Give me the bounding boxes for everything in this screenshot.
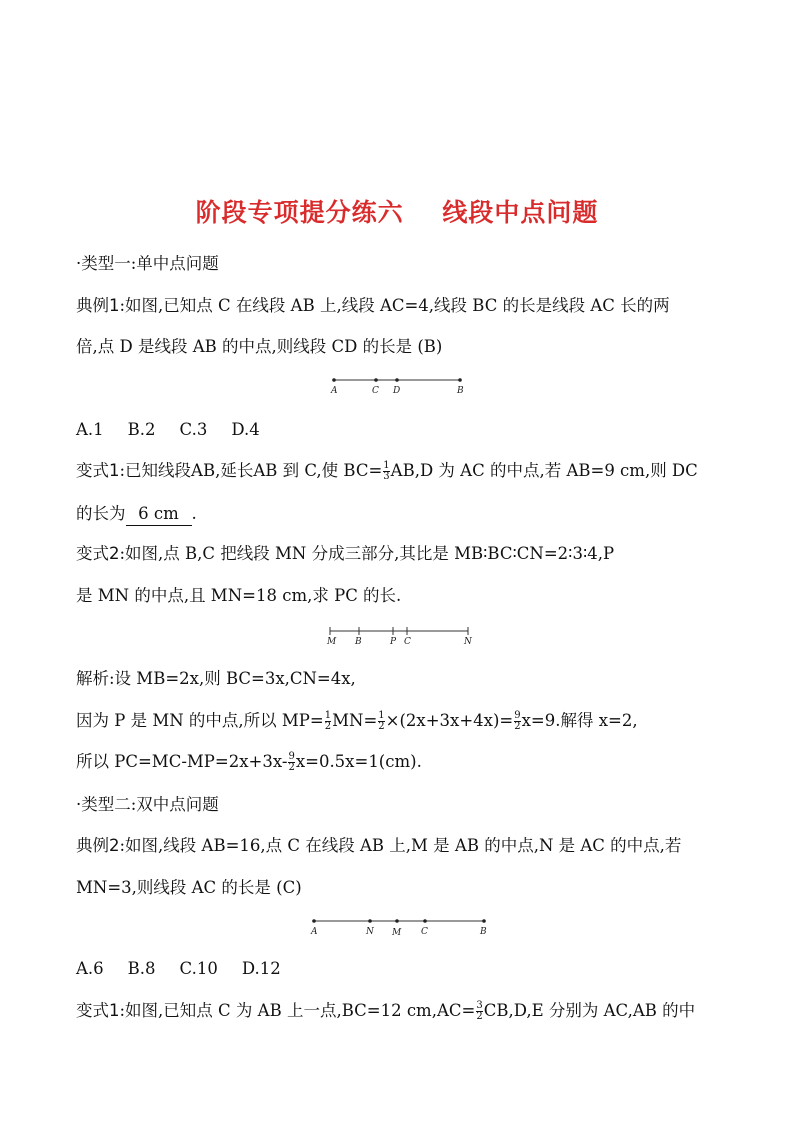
point-b [482,919,486,923]
fig3-label-n: N [366,927,374,937]
fraction-one-half: $\frac{1}{2}$ [324,710,332,732]
solution-3-text-b: x=0.5x=1(cm). [295,752,422,771]
variant-3-text-b: CB,D,E 分别为 AC,AB 的中 [483,1001,696,1020]
fraction-one-third: $\frac{1}{3}$ [383,460,390,482]
example-2-line-2: MN=3,则线段 AC 的长是 (C) [76,878,302,897]
example-2-options [76,958,281,980]
variant-3-tag: 变式1 [76,1001,120,1020]
fig2-label-n: N [464,637,472,647]
fig3-label-a: A [311,927,318,937]
variant-1-line-1 [76,460,698,482]
variant-2-tag: 变式2 [76,544,120,563]
example-1-tag: 典例1 [76,296,120,315]
solution-line-1: 解析:设 MB=2x,则 BC=3x,CN=4x, [76,669,356,688]
fraction-nine-half: $\frac{9}{2}$ [514,710,521,732]
fraction-nine-half-2: $\frac{9}{2}$ [288,751,295,773]
solution-2-text-c: ×(2x+3x+4x)= [385,711,514,730]
variant-1-line-2 [76,503,197,526]
solution-line-3 [76,751,422,773]
fig1-label-b: B [457,386,464,396]
figure-3-segment [300,915,500,939]
example-1-line-1 [76,295,670,317]
point-a [332,378,336,382]
figure-2-segment [320,625,480,649]
variant-1-tag: 变式1 [76,461,120,480]
figure-1-segment [320,374,480,398]
fig2-label-c: C [404,637,411,647]
fig3-label-c: C [421,927,428,937]
point-b [458,378,462,382]
section-heading-1: ·类型一:单中点问题 [76,254,219,273]
point-n [368,919,372,923]
section-heading-2: ·类型二:双中点问题 [76,795,219,814]
solution-line-2 [76,710,638,732]
example-2-line-1 [76,835,681,857]
fig2-label-b: B [355,637,362,647]
fig2-label-p: P [390,637,397,647]
variant-2-text-1: :如图,点 B,C 把线段 MN 分成三部分,其比是 MB∶BC∶CN=2∶3∶4,P [119,544,615,563]
solution-2-text-a: 因为 P 是 MN 的中点,所以 MP= [76,711,324,730]
example-1-text-1: :如图,已知点 C 在线段 AB 上,线段 AC=4,线段 BC 的长是线段 AC 长的两 [119,296,670,315]
option-a: A.1 [76,420,104,439]
variant-1-period: . [191,504,197,523]
solution-2-text-b: MN= [332,711,378,730]
option-b: B.8 [127,959,156,978]
example-2-text-1: :如图,线段 AB=16,点 C 在线段 AB 上,M 是 AB 的中点,N 是 AC 的中点,若 [119,836,682,855]
variant-1-text-a: :已知线段AB,延长AB 到 C,使 BC= [119,461,383,480]
option-b: B.2 [127,420,156,439]
example-2-tag: 典例2 [76,836,120,855]
fraction-one-half-2: $\frac{1}{2}$ [378,710,385,732]
example-1-options [76,419,260,441]
variant-2-line-2: 是 MN 的中点,且 MN=18 cm,求 PC 的长. [76,586,402,605]
fig1-label-d: D [393,386,401,396]
point-c [423,919,427,923]
point-m [395,919,399,923]
fig3-label-b: B [480,927,487,937]
solution-2-text-d: x=9.解得 x=2, [521,711,638,730]
example-1-line-2: 倍,点 D 是线段 AB 的中点,则线段 CD 的长是 (B) [76,337,443,356]
fraction-three-half: $\frac{3}{2}$ [476,1000,483,1022]
point-a [312,919,316,923]
variant-3-line-1 [76,1000,695,1022]
fig3-label-m: M [392,928,402,938]
option-d: D.4 [231,420,260,439]
point-d [395,378,399,382]
fig2-label-m: M [327,637,337,647]
variant-3-text-a: :如图,已知点 C 为 AB 上一点,BC=12 cm,AC= [119,1001,476,1020]
variant-2-line-1 [76,543,614,565]
answer-blank: 6 cm [126,503,192,526]
page-title: 阶段专项提分练六 线段中点问题 [195,198,599,227]
fig1-label-a: A [331,386,338,396]
variant-1-text-b: AB,D 为 AC 的中点,若 AB=9 cm,则 DC [390,461,698,480]
point-c [374,378,378,382]
option-c: C.3 [179,420,208,439]
option-a: A.6 [76,959,104,978]
variant-1-text-c: 的长为 [76,504,126,523]
fig1-label-c: C [372,386,379,396]
option-d: D.12 [241,959,281,978]
option-c: C.10 [179,959,218,978]
solution-3-text-a: 所以 PC=MC-MP=2x+3x- [76,752,288,771]
